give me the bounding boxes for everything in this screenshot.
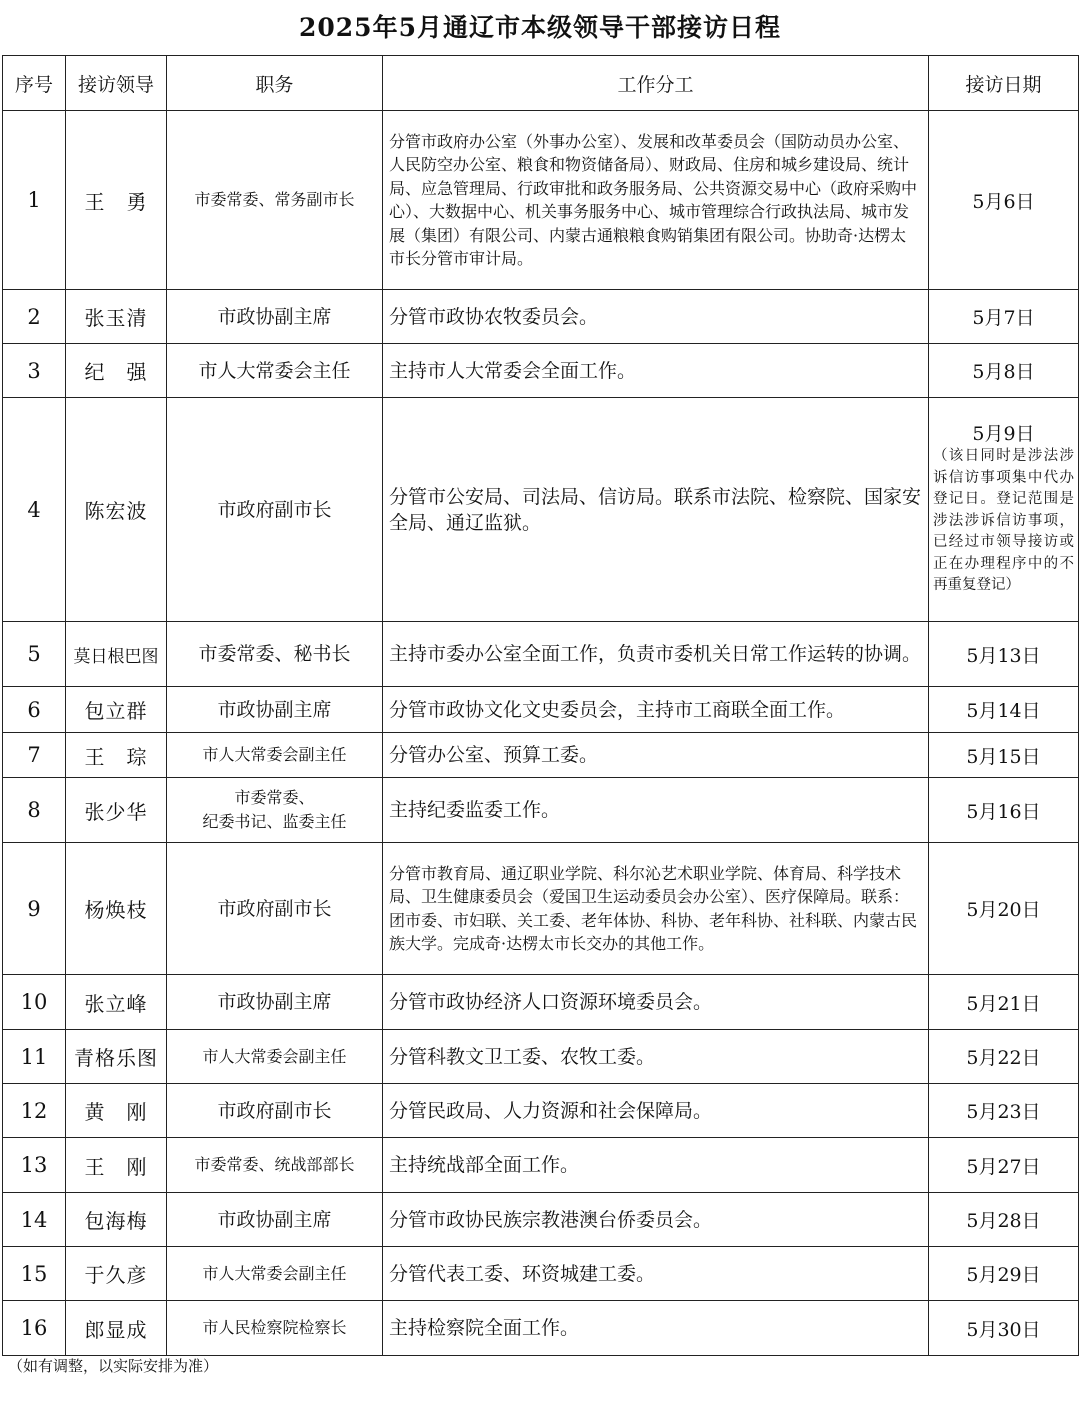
position-cell: 市政府副市长 [167, 843, 383, 975]
date-cell: 5月21日 [929, 975, 1079, 1030]
duty-cell: 分管市政府办公室（外事办公室）、发展和改革委员会（国防动员办公室、人民防空办公室、粮食和物资储备局）、财政局、住房和城乡建设局、统计局、应急管理局、行政审批和政务服务局、公共资源交易中心（政府采购中心）、大数据中心、机关事务服务中心、城市管理综合行政执法局、城市发展（集团）有限公司、内蒙古通粮粮食购销集团有限公司。协助奇·达楞太市长分管市审计局。 [383, 111, 929, 290]
seq-cell: 9 [3, 843, 66, 975]
duty-cell: 分管科教文卫工委、农牧工委。 [383, 1030, 929, 1084]
duty-cell: 主持市人大常委会全面工作。 [383, 344, 929, 398]
date-cell: 5月6日 [929, 111, 1079, 290]
leader-cell: 纪 强 [66, 344, 167, 398]
date-cell: 5月20日 [929, 843, 1079, 975]
date-cell: 5月30日 [929, 1301, 1079, 1356]
date-cell: 5月13日 [929, 622, 1079, 687]
position-cell: 市人大常委会副主任 [167, 1030, 383, 1084]
leader-cell: 王 琮 [66, 733, 167, 778]
date-cell: 5月8日 [929, 344, 1079, 398]
seq-cell: 10 [3, 975, 66, 1030]
seq-cell: 4 [3, 398, 66, 622]
duty-cell: 主持检察院全面工作。 [383, 1301, 929, 1356]
duty-cell: 分管办公室、预算工委。 [383, 733, 929, 778]
position-cell: 市政协副主席 [167, 290, 383, 344]
seq-cell: 11 [3, 1030, 66, 1084]
duty-cell: 分管民政局、人力资源和社会保障局。 [383, 1084, 929, 1138]
position-cell: 市政协副主席 [167, 1193, 383, 1247]
seq-cell: 16 [3, 1301, 66, 1356]
date-cell: 5月27日 [929, 1138, 1079, 1193]
position-cell: 市政协副主席 [167, 975, 383, 1030]
date-cell: 5月29日 [929, 1247, 1079, 1301]
table-row [3, 733, 1079, 778]
table-row [3, 622, 1079, 687]
leader-cell: 张立峰 [66, 975, 167, 1030]
seq-cell: 12 [3, 1084, 66, 1138]
position-cell: 市委常委、统战部部长 [167, 1138, 383, 1193]
leader-cell: 郎显成 [66, 1301, 167, 1356]
duty-cell: 分管市公安局、司法局、信访局。联系市法院、检察院、国家安全局、通辽监狱。 [383, 398, 929, 622]
position-cell: 市委常委、秘书长 [167, 622, 383, 687]
table-row [3, 778, 1079, 843]
seq-cell: 5 [3, 622, 66, 687]
date-cell: 5月28日 [929, 1193, 1079, 1247]
header-leader: 接访领导 [66, 56, 167, 111]
table-row [3, 843, 1079, 975]
table-row [3, 1030, 1079, 1084]
position-cell: 市人大常委会主任 [167, 344, 383, 398]
table-row [3, 111, 1079, 290]
leader-cell: 黄 刚 [66, 1084, 167, 1138]
date-cell: 5月16日 [929, 778, 1079, 843]
seq-cell: 15 [3, 1247, 66, 1301]
position-line: 纪委书记、监委主任 [202, 812, 347, 831]
seq-cell: 6 [3, 687, 66, 733]
seq-cell: 8 [3, 778, 66, 843]
date-cell: 5月22日 [929, 1030, 1079, 1084]
schedule-table [2, 55, 1079, 1356]
leader-cell: 青格乐图 [66, 1030, 167, 1084]
date-cell: 5月23日 [929, 1084, 1079, 1138]
duty-cell: 主持统战部全面工作。 [383, 1138, 929, 1193]
position-cell: 市委常委、常务副市长 [167, 111, 383, 290]
position-cell: 市人民检察院检察长 [167, 1301, 383, 1356]
date-cell: 5月15日 [929, 733, 1079, 778]
duty-cell: 分管市政协农牧委员会。 [383, 290, 929, 344]
position-cell: 市政协副主席 [167, 687, 383, 733]
leader-cell: 张玉清 [66, 290, 167, 344]
page-title: 2025年5月通辽市本级领导干部接访日程 [299, 13, 781, 42]
table-row [3, 1301, 1079, 1356]
table-row [3, 1138, 1079, 1193]
leader-cell: 包立群 [66, 687, 167, 733]
seq-cell: 13 [3, 1138, 66, 1193]
duty-cell: 分管市政协经济人口资源环境委员会。 [383, 975, 929, 1030]
leader-cell: 于久彦 [66, 1247, 167, 1301]
table-row [3, 1193, 1079, 1247]
seq-cell: 1 [3, 111, 66, 290]
seq-cell: 7 [3, 733, 66, 778]
table-row [3, 975, 1079, 1030]
duty-cell: 分管市政协文化文史委员会，主持市工商联全面工作。 [383, 687, 929, 733]
header-date: 接访日期 [929, 56, 1079, 111]
footnote: （如有调整，以实际安排为准） [8, 1357, 219, 1375]
position-cell: 市人大常委会副主任 [167, 1247, 383, 1301]
header-duty: 工作分工 [383, 56, 929, 111]
date-main: 5月9日 [972, 423, 1035, 446]
position-cell: 市政府副市长 [167, 398, 383, 622]
duty-cell: 分管市政协民族宗教港澳台侨委员会。 [383, 1193, 929, 1247]
header-position: 职务 [167, 56, 383, 111]
position-cell: 市政府副市长 [167, 1084, 383, 1138]
table-row [3, 398, 1079, 622]
position-line: 市委常委、 [234, 788, 315, 807]
leader-cell: 张少华 [66, 778, 167, 843]
table-row [3, 1084, 1079, 1138]
leader-cell: 王 刚 [66, 1138, 167, 1193]
table-row [3, 344, 1079, 398]
date-cell: 5月7日 [929, 290, 1079, 344]
table-row [3, 1247, 1079, 1301]
leader-cell: 杨焕枝 [66, 843, 167, 975]
date-cell [929, 398, 1079, 622]
duty-cell: 分管市教育局、通辽职业学院、科尔沁艺术职业学院、体育局、科学技术局、卫生健康委员会（爱国卫生运动委员会办公室）、医疗保障局。联系：团市委、市妇联、关工委、老年体协、科协、老年科协、社科联、内蒙古民族大学。完成奇·达楞太市长交办的其他工作。 [383, 843, 929, 975]
seq-cell: 2 [3, 290, 66, 344]
header-seq: 序号 [3, 56, 66, 111]
leader-cell: 王 勇 [66, 111, 167, 290]
leader-cell: 莫日根巴图 [66, 622, 167, 687]
seq-cell: 14 [3, 1193, 66, 1247]
seq-cell: 3 [3, 344, 66, 398]
leader-cell: 陈宏波 [66, 398, 167, 622]
date-note: （该日同时是涉法涉诉信访事项集中代办登记日。登记范围是涉法涉诉信访事项，已经过市领导接访或正在办理程序中的不再重复登记） [933, 448, 1074, 594]
table-row [3, 687, 1079, 733]
duty-cell: 主持市委办公室全面工作，负责市委机关日常工作运转的协调。 [383, 622, 929, 687]
position-cell: 市人大常委会副主任 [167, 733, 383, 778]
leader-cell: 包海梅 [66, 1193, 167, 1247]
duty-cell: 主持纪委监委工作。 [383, 778, 929, 843]
table-row [3, 290, 1079, 344]
table-header-row [3, 56, 1079, 111]
position-cell [167, 778, 383, 843]
date-cell: 5月14日 [929, 687, 1079, 733]
duty-cell: 分管代表工委、环资城建工委。 [383, 1247, 929, 1301]
